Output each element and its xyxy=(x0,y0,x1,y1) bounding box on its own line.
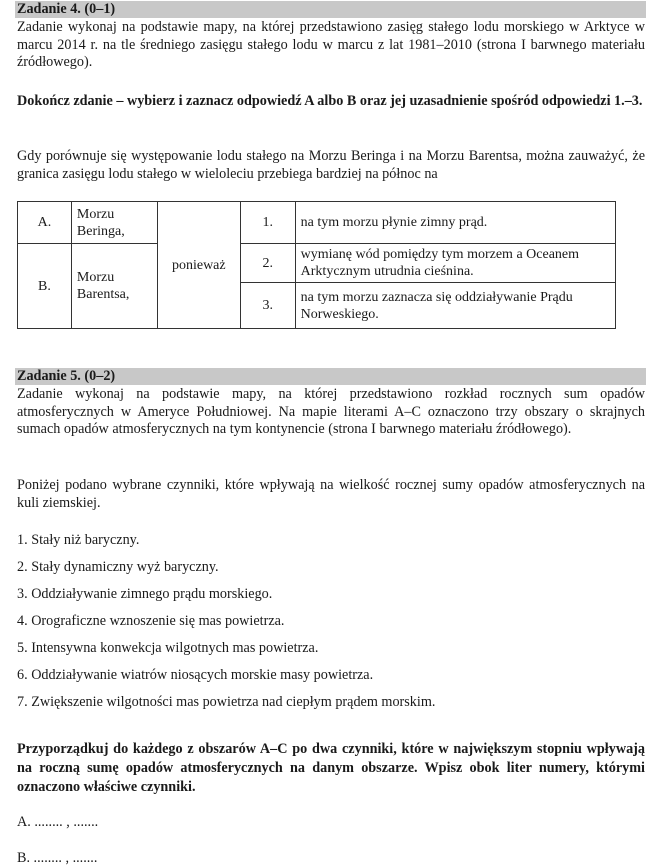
reason-2-number[interactable]: 2. xyxy=(240,244,295,283)
answer-table xyxy=(17,201,616,329)
task5-instruction: Przyporządkuj do każdego z obszarów A–C po dwa czynniki, które w największym stopniu wpływają na roczną sumę opadów atmosferycznych na danym obszarze. Wpisz obok liter numery, którymi oznaczono właściwe czynniki. xyxy=(17,741,645,795)
reason-1-text[interactable]: na tym morzu płynie zimny prąd. xyxy=(295,202,615,244)
task4-instruction: Dokończ zdanie – wybierz i zaznacz odpowiedź A albo B oraz jej uzasadnienie spośród odpowiedzi 1.–3. xyxy=(17,93,643,109)
answer-b-line[interactable]: B. ........ , ....... xyxy=(17,850,98,866)
factor-item: 1. Stały niż baryczny. xyxy=(17,532,140,548)
reason-3-text[interactable]: na tym morzu zaznacza się oddziaływanie Prądu Norweskiego. xyxy=(295,283,615,329)
option-a-text[interactable]: Morzu Beringa, xyxy=(71,202,157,244)
task5-header: Zadanie 5. (0–2) xyxy=(15,368,646,385)
reason-2-text[interactable]: wymianę wód pomiędzy tym morzem a Oceanem Arktycznym utrudnia cieśnina. xyxy=(295,244,615,283)
factor-item: 4. Orograficzne wznoszenie się mas powietrza. xyxy=(17,613,285,629)
task4-stem: Gdy porównuje się występowanie lodu stałego na Morzu Beringa i na Morzu Barentsa, można zauważyć, że granica zasięgu lodu stałego w wieloleciu przebiega bardziej na północ na xyxy=(17,148,645,182)
factor-item: 2. Stały dynamiczny wyż baryczny. xyxy=(17,559,219,575)
reason-3-number[interactable]: 3. xyxy=(240,283,295,329)
task5-intro: Zadanie wykonaj na podstawie mapy, na której przedstawiono rozkład rocznych sum opadów atmosferycznych w Ameryce Południowej. Na mapie literami A–C oznaczono trzy obszary o skrajnych sumach opadów atmosferycznych na tym kontynencie (strona I barwnego materiału źródłowego). xyxy=(17,386,645,438)
reason-1-number[interactable]: 1. xyxy=(240,202,295,244)
task4-header: Zadanie 4. (0–1) xyxy=(15,1,646,18)
factor-item: 6. Oddziaływanie wiatrów niosących morskie masy powietrza. xyxy=(17,667,374,683)
connector-word: ponieważ xyxy=(157,202,240,329)
factor-item: 3. Oddziaływanie zimnego prądu morskiego. xyxy=(17,586,273,602)
task4-intro: Zadanie wykonaj na podstawie mapy, na której przedstawiono zasięg stałego lodu morskiego w Arktyce w marcu 2014 r. na tle średniego zasięgu stałego lodu w marcu z lat 1981–2010 (strona I barwnego materiału źródłowego). xyxy=(17,19,645,71)
option-b-letter[interactable]: B. xyxy=(18,244,72,329)
factor-item: 5. Intensywna konwekcja wilgotnych mas powietrza. xyxy=(17,640,319,656)
option-a-letter[interactable]: A. xyxy=(18,202,72,244)
option-b-text[interactable]: Morzu Barentsa, xyxy=(71,244,157,329)
task5-factors-intro: Poniżej podano wybrane czynniki, które wpływają na wielkość rocznej sumy opadów atmosferycznych na kuli ziemskiej. xyxy=(17,477,645,511)
factor-item: 7. Zwiększenie wilgotności mas powietrza nad ciepłym prądem morskim. xyxy=(17,694,436,710)
answer-a-line[interactable]: A. ........ , ....... xyxy=(17,814,99,830)
